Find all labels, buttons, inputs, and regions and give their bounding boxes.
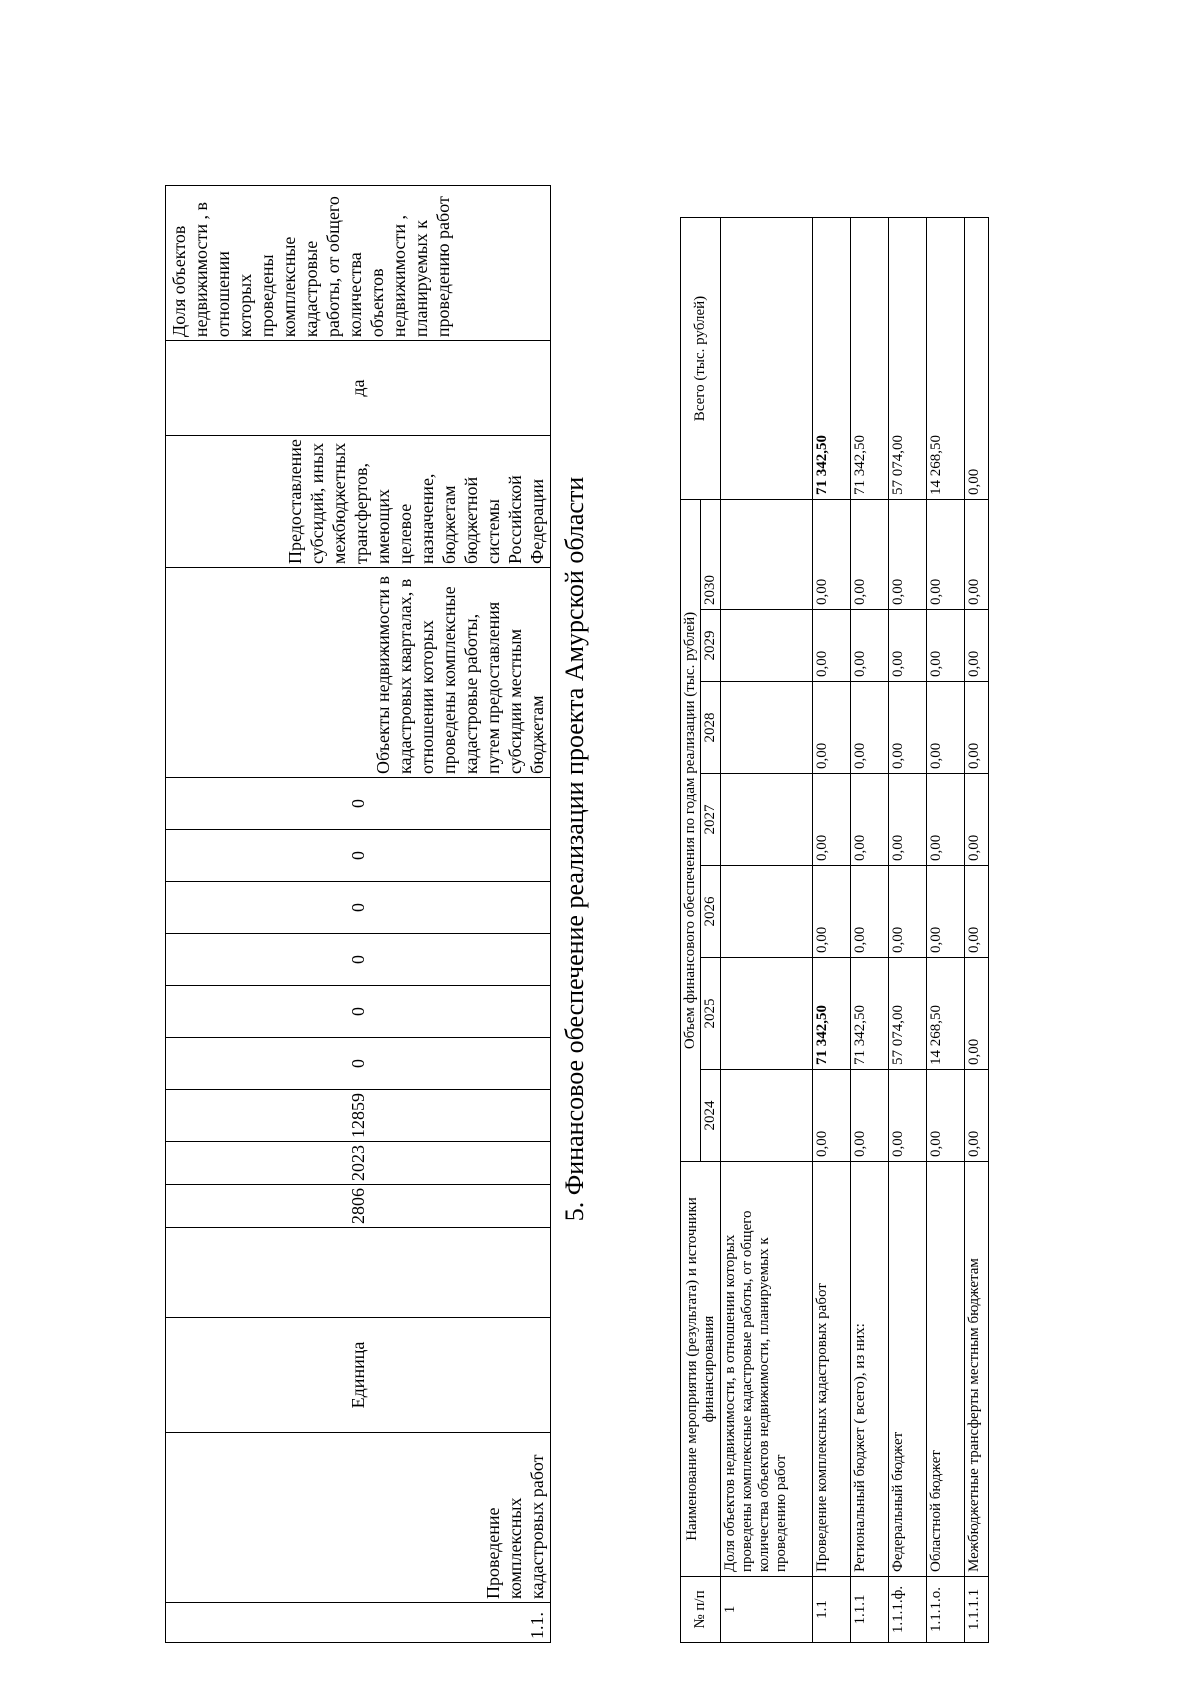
row-value: 0,00 [927, 866, 965, 958]
upper-value-cell: 0 [166, 934, 551, 986]
upper-row-name: Проведение комплексных кадастровых работ [166, 1433, 551, 1603]
row-value: 71 342,50 [813, 958, 851, 1070]
row-name: Областной бюджет [927, 1162, 965, 1577]
upper-value-cell: 0 [166, 986, 551, 1038]
row-value: 0,00 [965, 958, 989, 1070]
row-num: 1.1.1.ф. [889, 1577, 927, 1643]
row-num: 1.1.1.1 [965, 1577, 989, 1643]
row-value: 0,00 [851, 500, 889, 610]
row-value [721, 500, 813, 610]
row-value: 0,00 [965, 774, 989, 866]
row-total: 14 268,50 [927, 218, 965, 500]
row-name: Межбюджетные трансферты местным бюджетам [965, 1162, 989, 1577]
row-value: 0,00 [813, 682, 851, 774]
row-value: 0,00 [851, 866, 889, 958]
row-value: 0,00 [889, 610, 927, 682]
row-value: 0,00 [889, 774, 927, 866]
row-value: 0,00 [889, 682, 927, 774]
row-value [721, 774, 813, 866]
header-total: Всего (тыс. рублей) [681, 218, 721, 500]
upper-value-cell: 12859 [166, 1090, 551, 1142]
upper-value-cell: 0 [166, 1038, 551, 1090]
row-value: 0,00 [965, 682, 989, 774]
table-row [965, 218, 989, 1643]
upper-value-cell: 0 [166, 830, 551, 882]
row-value [721, 866, 813, 958]
upper-value-cell: 2023 [166, 1142, 551, 1185]
row-value: 0,00 [889, 1070, 927, 1162]
row-name: Федеральный бюджет [889, 1162, 927, 1577]
row-value: 0,00 [851, 610, 889, 682]
upper-table [165, 185, 551, 1643]
row-value: 0,00 [813, 610, 851, 682]
header-year: 2029 [701, 610, 721, 682]
row-value: 0,00 [813, 1070, 851, 1162]
upper-value-cell: 0 [166, 882, 551, 934]
table-row [721, 218, 813, 1643]
upper-row-indicator: Доля объектов недвижимости , в отношении которых проведены комплексные кадастровые работы, от общего количества объектов недвижимости , планируемых к проведению работ [166, 186, 551, 341]
row-value [721, 610, 813, 682]
row-value: 0,00 [927, 610, 965, 682]
table-row [889, 218, 927, 1643]
row-value [721, 682, 813, 774]
row-value: 0,00 [965, 500, 989, 610]
header-year: 2024 [701, 1070, 721, 1162]
row-num: 1.1.1.о. [927, 1577, 965, 1643]
row-total: 71 342,50 [851, 218, 889, 500]
row-total: 71 342,50 [813, 218, 851, 500]
table-row [851, 218, 889, 1643]
row-value: 0,00 [927, 682, 965, 774]
row-num: 1 [721, 1577, 813, 1643]
row-value: 0,00 [965, 610, 989, 682]
upper-row-1-1 [166, 186, 551, 1643]
row-name: Проведение комплексных кадастровых работ [813, 1162, 851, 1577]
upper-value-cell: 0 [166, 778, 551, 830]
header-year: 2030 [701, 500, 721, 610]
upper-row-description: Объекты недвижимости в кадастровых кварталах, в отношении которых проведены комплексные кадастровые работы, путем предоставления субсидии местным бюджетам [166, 568, 551, 778]
row-value: 0,00 [813, 500, 851, 610]
upper-row-mechanism: Предоставление субсидий, иных межбюджетных трансфертов, имеющих целевое назначение, бюджетам бюджетной системы Российской Федерации [166, 436, 551, 568]
finance-table [680, 217, 989, 1643]
header-num: № п/п [681, 1577, 721, 1643]
row-value: 0,00 [851, 1070, 889, 1162]
row-name: Доля объектов недвижимости, в отношении которых проведены комплексные кадастровые работы, от общего количества объектов недвижимости, планируемых к проведению работ [721, 1162, 813, 1577]
section-title: 5. Финансовое обеспечение реализации проекта Амурской области [560, 476, 589, 1222]
row-value: 0,00 [927, 774, 965, 866]
row-num: 1.1 [813, 1577, 851, 1643]
row-value: 0,00 [965, 1070, 989, 1162]
row-value: 0,00 [927, 1070, 965, 1162]
row-value: 71 342,50 [851, 958, 889, 1070]
row-value: 0,00 [851, 774, 889, 866]
row-value: 0,00 [813, 866, 851, 958]
row-value: 0,00 [889, 866, 927, 958]
row-num: 1.1.1 [851, 1577, 889, 1643]
upper-empty-cell [166, 1228, 551, 1318]
table-row [813, 218, 851, 1643]
upper-row-unit: Единица [166, 1318, 551, 1433]
row-value [721, 1070, 813, 1162]
row-total: 57 074,00 [889, 218, 927, 500]
row-total: 0,00 [965, 218, 989, 500]
table-row [927, 218, 965, 1643]
upper-value-cell: 2806 [166, 1185, 551, 1228]
header-year: 2028 [701, 682, 721, 774]
row-value [721, 958, 813, 1070]
upper-row-number: 1.1. [166, 1603, 551, 1643]
header-year: 2025 [701, 958, 721, 1070]
header-name: Наименование мероприятия (результата) и источники финансирования [681, 1162, 721, 1577]
header-year: 2026 [701, 866, 721, 958]
header-years-group: Объем финансового обеспечения по годам реализации (тыс. рублей) [681, 500, 701, 1162]
row-value: 57 074,00 [889, 958, 927, 1070]
row-value: 0,00 [889, 500, 927, 610]
row-total [721, 218, 813, 500]
header-year: 2027 [701, 774, 721, 866]
finance-header-row [681, 218, 701, 1643]
row-value: 0,00 [813, 774, 851, 866]
row-value: 0,00 [927, 500, 965, 610]
upper-row-flag: да [166, 341, 551, 436]
row-value: 14 268,50 [927, 958, 965, 1070]
row-value: 0,00 [965, 866, 989, 958]
row-value: 0,00 [851, 682, 889, 774]
row-name: Региональный бюджет ( всего), из них: [851, 1162, 889, 1577]
